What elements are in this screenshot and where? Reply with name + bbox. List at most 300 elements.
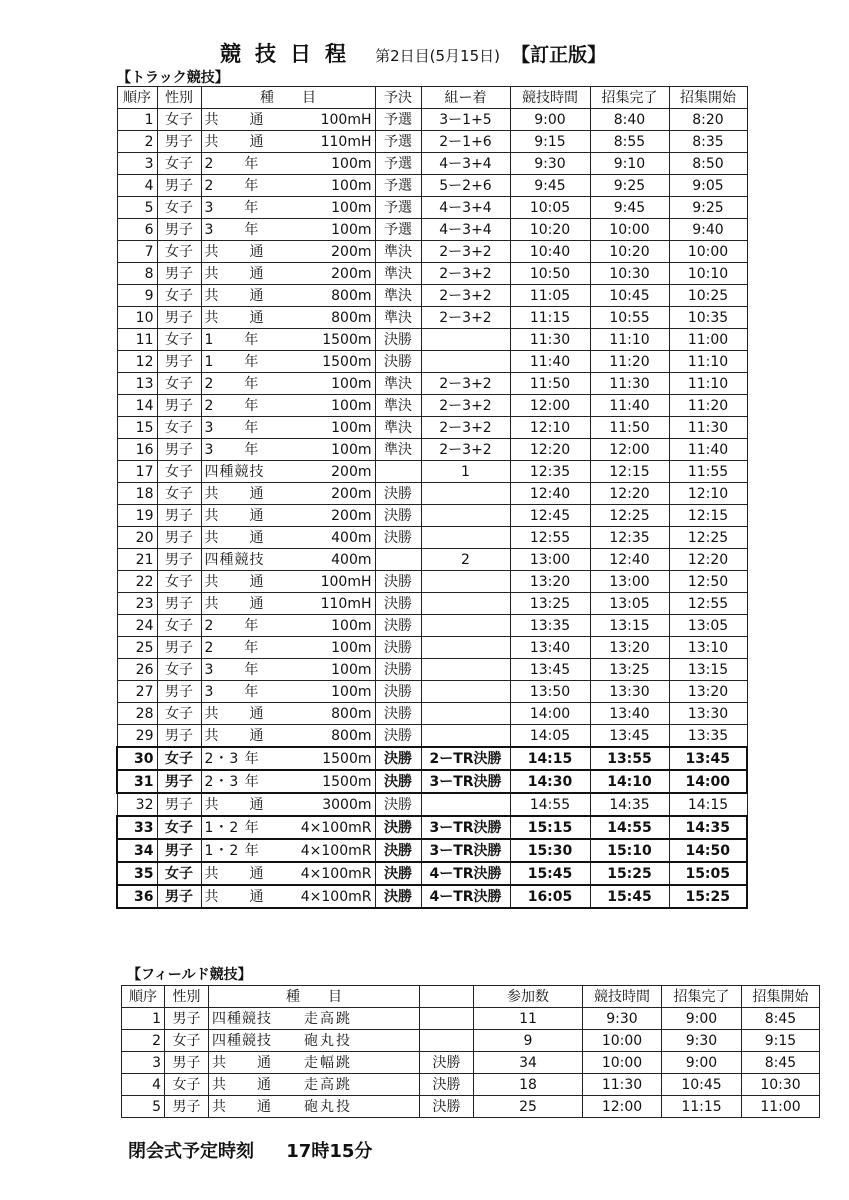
call-start-cell: 12:50: [669, 571, 747, 593]
order-cell: 9: [117, 285, 157, 307]
event-distance: 200m: [331, 265, 372, 282]
order-cell: 31: [117, 770, 157, 793]
event-cell: [209, 1096, 420, 1118]
heat-cell: 2: [421, 549, 510, 571]
call-start-cell: 11:40: [669, 439, 747, 461]
order-cell: 2: [122, 1030, 165, 1052]
call-start-cell: 10:35: [669, 307, 747, 329]
event-distance: 1500m: [322, 331, 372, 348]
round-cell: 決勝: [375, 527, 421, 549]
call-start-cell: 13:10: [669, 637, 747, 659]
round-cell: 決勝: [375, 615, 421, 637]
sex-cell: 男子: [157, 219, 201, 241]
start-time-cell: 10:05: [510, 197, 590, 219]
order-cell: 16: [117, 439, 157, 461]
call-end-cell: 9:10: [590, 153, 669, 175]
call-end-cell: 9:00: [662, 1052, 742, 1074]
start-time-cell: 12:35: [510, 461, 590, 483]
heat-cell: 4ーTR決勝: [421, 885, 510, 908]
sex-cell: 男子: [157, 307, 201, 329]
start-time-cell: 12:00: [583, 1096, 662, 1118]
order-cell: 33: [117, 816, 157, 839]
call-start-cell: 11:20: [669, 395, 747, 417]
event-cell: [201, 793, 375, 816]
round-cell: 決勝: [375, 571, 421, 593]
call-end-cell: 8:55: [590, 131, 669, 153]
event-category: 2 年: [204, 155, 260, 172]
sex-cell: 女子: [157, 241, 201, 263]
round-cell: 決勝: [375, 681, 421, 703]
event-name: 走幅跳: [304, 1054, 352, 1071]
call-start-cell: 14:15: [669, 793, 747, 816]
table-row: [117, 263, 747, 285]
call-end-cell: 12:40: [590, 549, 669, 571]
sex-cell: 男子: [157, 131, 201, 153]
event-name: 砲丸投: [304, 1098, 352, 1115]
header-event: 種 目: [201, 87, 375, 109]
table-header-row: [117, 87, 747, 109]
call-end-cell: 12:35: [590, 527, 669, 549]
heat-cell: [421, 351, 510, 373]
entries-cell: 18: [474, 1074, 583, 1096]
table-header-row: [122, 986, 820, 1008]
call-start-cell: 10:25: [669, 285, 747, 307]
order-cell: 21: [117, 549, 157, 571]
start-time-cell: 14:15: [510, 747, 590, 770]
start-time-cell: 11:05: [510, 285, 590, 307]
event-cell: [201, 505, 375, 527]
event-cell: [201, 747, 375, 770]
call-end-cell: 8:40: [590, 109, 669, 131]
heat-cell: [421, 329, 510, 351]
call-end-cell: 15:10: [590, 839, 669, 862]
call-start-cell: 11:55: [669, 461, 747, 483]
sex-cell: 男子: [157, 885, 201, 908]
document-title: 競技日程: [220, 42, 360, 66]
round-cell: 準決: [375, 439, 421, 461]
field-schedule-table: [121, 985, 820, 1118]
round-cell: 決勝: [375, 747, 421, 770]
event-category: 3 年: [204, 419, 260, 436]
sex-cell: 女子: [157, 703, 201, 725]
event-distance: 400m: [331, 529, 372, 546]
event-distance: 100m: [331, 661, 372, 678]
heat-cell: [421, 681, 510, 703]
heat-cell: 2ー3+2: [421, 263, 510, 285]
event-cell: [209, 1008, 420, 1030]
table-row: [117, 285, 747, 307]
table-row: [117, 109, 747, 131]
order-cell: 3: [122, 1052, 165, 1074]
call-start-cell: 11:10: [669, 351, 747, 373]
call-start-cell: 11:10: [669, 373, 747, 395]
sex-cell: 男子: [157, 637, 201, 659]
call-start-cell: 15:25: [669, 885, 747, 908]
call-end-cell: 10:00: [590, 219, 669, 241]
round-cell: [375, 461, 421, 483]
entries-cell: 9: [474, 1030, 583, 1052]
track-section-label: 【トラック競技】: [117, 70, 229, 86]
call-end-cell: 12:00: [590, 439, 669, 461]
event-distance: 100m: [331, 177, 372, 194]
round-cell: 決勝: [375, 770, 421, 793]
table-row: [122, 1008, 820, 1030]
event-distance: 4×100mR: [300, 865, 372, 882]
table-row: [117, 373, 747, 395]
sex-cell: 女子: [157, 153, 201, 175]
start-time-cell: 15:15: [510, 816, 590, 839]
round-cell: 決勝: [375, 725, 421, 748]
order-cell: 11: [117, 329, 157, 351]
heat-cell: 4ーTR決勝: [421, 862, 510, 885]
sex-cell: 男子: [157, 593, 201, 615]
event-distance: 200m: [331, 463, 372, 480]
order-cell: 18: [117, 483, 157, 505]
order-cell: 5: [117, 197, 157, 219]
event-distance: 110mH: [320, 595, 372, 612]
event-cell: [201, 571, 375, 593]
start-time-cell: 15:45: [510, 862, 590, 885]
event-category: 共 通: [212, 1098, 272, 1115]
table-row: [117, 395, 747, 417]
event-category: 共 通: [204, 485, 265, 502]
start-time-cell: 12:20: [510, 439, 590, 461]
event-cell: [201, 307, 375, 329]
table-row: [122, 1074, 820, 1096]
call-start-cell: 13:05: [669, 615, 747, 637]
table-row: [117, 461, 747, 483]
event-cell: [201, 329, 375, 351]
header-call-end: 招集完了: [590, 87, 669, 109]
event-distance: 3000m: [322, 796, 372, 813]
start-time-cell: 13:35: [510, 615, 590, 637]
event-distance: 800m: [331, 705, 372, 722]
header-call-end: 招集完了: [662, 986, 742, 1008]
start-time-cell: 9:00: [510, 109, 590, 131]
heat-cell: 2ー3+2: [421, 417, 510, 439]
table-row: [122, 1030, 820, 1052]
heat-cell: [421, 725, 510, 748]
entries-cell: 11: [474, 1008, 583, 1030]
event-distance: 100m: [331, 441, 372, 458]
revision-label: 【訂正版】: [511, 44, 607, 66]
sex-cell: 女子: [157, 483, 201, 505]
sex-cell: 女子: [157, 373, 201, 395]
round-cell: 決勝: [375, 885, 421, 908]
event-cell: [209, 1030, 420, 1052]
table-row: [117, 770, 747, 793]
event-distance: 200m: [331, 507, 372, 524]
call-end-cell: 10:20: [590, 241, 669, 263]
round-cell: 予選: [375, 175, 421, 197]
heat-cell: 3ーTR決勝: [421, 816, 510, 839]
event-distance: 800m: [331, 309, 372, 326]
sex-cell: 男子: [157, 395, 201, 417]
sex-cell: 男子: [157, 793, 201, 816]
order-cell: 25: [117, 637, 157, 659]
call-end-cell: 13:20: [590, 637, 669, 659]
order-cell: 19: [117, 505, 157, 527]
table-row: [117, 329, 747, 351]
event-cell: [201, 461, 375, 483]
order-cell: 20: [117, 527, 157, 549]
round-cell: 決勝: [375, 793, 421, 816]
call-start-cell: 12:55: [669, 593, 747, 615]
start-time-cell: 15:30: [510, 839, 590, 862]
sex-cell: 女子: [157, 659, 201, 681]
sex-cell: 男子: [157, 770, 201, 793]
event-cell: [201, 197, 375, 219]
order-cell: 27: [117, 681, 157, 703]
heat-cell: 2ー3+2: [421, 439, 510, 461]
header-sex: 性別: [157, 87, 201, 109]
round-cell: 予選: [375, 219, 421, 241]
round-cell: 決勝: [375, 659, 421, 681]
order-cell: 8: [117, 263, 157, 285]
order-cell: 36: [117, 885, 157, 908]
round-cell: 準決: [375, 307, 421, 329]
call-end-cell: 13:25: [590, 659, 669, 681]
event-distance: 100m: [331, 639, 372, 656]
sex-cell: 女子: [165, 1074, 209, 1096]
order-cell: 13: [117, 373, 157, 395]
event-cell: [201, 263, 375, 285]
start-time-cell: 10:00: [583, 1052, 662, 1074]
event-cell: [201, 483, 375, 505]
call-start-cell: 9:40: [669, 219, 747, 241]
event-category: 3 年: [204, 441, 260, 458]
heat-cell: 5ー2+6: [421, 175, 510, 197]
call-start-cell: 10:30: [742, 1074, 820, 1096]
start-time-cell: 11:30: [510, 329, 590, 351]
event-category: 2 年: [204, 177, 260, 194]
header-order: 順序: [122, 986, 165, 1008]
table-row: [122, 1052, 820, 1074]
heat-cell: 2ー1+6: [421, 131, 510, 153]
call-start-cell: 8:50: [669, 153, 747, 175]
event-distance: 4×100mR: [300, 819, 372, 836]
event-name: 砲丸投: [304, 1032, 352, 1049]
order-cell: 15: [117, 417, 157, 439]
event-distance: 100m: [331, 199, 372, 216]
header-event: 種 目: [209, 986, 420, 1008]
order-cell: 14: [117, 395, 157, 417]
round-cell: [420, 1008, 474, 1030]
start-time-cell: 9:15: [510, 131, 590, 153]
start-time-cell: 13:45: [510, 659, 590, 681]
call-end-cell: 13:55: [590, 747, 669, 770]
table-row: [117, 131, 747, 153]
heat-cell: [421, 527, 510, 549]
table-row: [117, 615, 747, 637]
call-start-cell: 12:10: [669, 483, 747, 505]
event-category: 3 年: [204, 199, 260, 216]
heat-cell: [421, 571, 510, 593]
heat-cell: 3ーTR決勝: [421, 770, 510, 793]
round-cell: 決勝: [420, 1096, 474, 1118]
call-start-cell: 9:15: [742, 1030, 820, 1052]
call-start-cell: 9:05: [669, 175, 747, 197]
order-cell: 29: [117, 725, 157, 748]
round-cell: 準決: [375, 241, 421, 263]
heat-cell: 2ー3+2: [421, 285, 510, 307]
event-category: 2 年: [204, 617, 260, 634]
call-end-cell: 13:40: [590, 703, 669, 725]
round-cell: 決勝: [375, 329, 421, 351]
event-cell: [201, 373, 375, 395]
heat-cell: 2ー3+2: [421, 395, 510, 417]
event-category: 3 年: [204, 221, 260, 238]
call-end-cell: 12:15: [590, 461, 669, 483]
event-category: 1 年: [204, 353, 260, 370]
call-end-cell: 13:15: [590, 615, 669, 637]
sex-cell: 男子: [165, 1052, 209, 1074]
document-title-block: [220, 38, 606, 68]
event-category: 共 通: [204, 287, 265, 304]
round-cell: 予選: [375, 153, 421, 175]
event-cell: [201, 527, 375, 549]
call-end-cell: 13:45: [590, 725, 669, 748]
start-time-cell: 14:30: [510, 770, 590, 793]
heat-cell: 3ー1+5: [421, 109, 510, 131]
order-cell: 22: [117, 571, 157, 593]
call-end-cell: 11:10: [590, 329, 669, 351]
event-category: 共 通: [204, 111, 265, 128]
round-cell: 決勝: [375, 703, 421, 725]
call-start-cell: 9:25: [669, 197, 747, 219]
order-cell: 17: [117, 461, 157, 483]
event-category: 共 通: [204, 133, 265, 150]
table-row: [117, 571, 747, 593]
closing-ceremony-time: 17時15分: [286, 1141, 373, 1162]
table-row: [117, 839, 747, 862]
order-cell: 10: [117, 307, 157, 329]
event-distance: 4×100mR: [300, 842, 372, 859]
round-cell: 準決: [375, 395, 421, 417]
call-start-cell: 13:45: [669, 747, 747, 770]
call-start-cell: 10:00: [669, 241, 747, 263]
round-cell: 決勝: [375, 637, 421, 659]
start-time-cell: 9:45: [510, 175, 590, 197]
call-end-cell: 13:30: [590, 681, 669, 703]
header-call-start: 招集開始: [742, 986, 820, 1008]
event-category: 1・2 年: [204, 842, 260, 859]
event-cell: [201, 816, 375, 839]
start-time-cell: 12:10: [510, 417, 590, 439]
round-cell: 決勝: [375, 862, 421, 885]
start-time-cell: 12:40: [510, 483, 590, 505]
order-cell: 28: [117, 703, 157, 725]
start-time-cell: 12:45: [510, 505, 590, 527]
order-cell: 4: [122, 1074, 165, 1096]
event-category: 四種競技: [212, 1010, 272, 1027]
order-cell: 23: [117, 593, 157, 615]
event-category: 共 通: [204, 705, 265, 722]
round-cell: 予選: [375, 197, 421, 219]
call-end-cell: 12:20: [590, 483, 669, 505]
round-cell: 決勝: [375, 839, 421, 862]
sex-cell: 男子: [157, 527, 201, 549]
event-category: 3 年: [204, 683, 260, 700]
event-cell: [201, 131, 375, 153]
call-start-cell: 11:00: [742, 1096, 820, 1118]
order-cell: 3: [117, 153, 157, 175]
call-end-cell: 9:00: [662, 1008, 742, 1030]
event-category: 1 年: [204, 331, 260, 348]
event-distance: 100mH: [320, 573, 372, 590]
call-end-cell: 10:55: [590, 307, 669, 329]
start-time-cell: 14:05: [510, 725, 590, 748]
call-start-cell: 13:20: [669, 681, 747, 703]
track-schedule-table: [116, 86, 748, 909]
entries-cell: 34: [474, 1052, 583, 1074]
table-row: [117, 307, 747, 329]
call-end-cell: 13:05: [590, 593, 669, 615]
event-category: 共 通: [204, 309, 265, 326]
start-time-cell: 13:20: [510, 571, 590, 593]
sex-cell: 女子: [157, 862, 201, 885]
call-end-cell: 11:30: [590, 373, 669, 395]
order-cell: 30: [117, 747, 157, 770]
call-end-cell: 9:45: [590, 197, 669, 219]
table-row: [117, 681, 747, 703]
event-category: 2・3 年: [204, 773, 260, 790]
event-cell: [201, 351, 375, 373]
order-cell: 4: [117, 175, 157, 197]
table-row: [117, 417, 747, 439]
call-start-cell: 12:20: [669, 549, 747, 571]
event-category: 四種競技: [204, 463, 265, 480]
track-table-body: [117, 109, 747, 909]
start-time-cell: 11:15: [510, 307, 590, 329]
event-distance: 100m: [331, 375, 372, 392]
call-end-cell: 11:20: [590, 351, 669, 373]
table-row: [117, 241, 747, 263]
order-cell: 32: [117, 793, 157, 816]
event-cell: [201, 417, 375, 439]
call-end-cell: 15:25: [590, 862, 669, 885]
start-time-cell: 10:50: [510, 263, 590, 285]
call-start-cell: 8:20: [669, 109, 747, 131]
event-category: 共 通: [204, 865, 265, 882]
heat-cell: [421, 659, 510, 681]
event-distance: 800m: [331, 727, 372, 744]
heat-cell: [421, 593, 510, 615]
round-cell: 決勝: [375, 816, 421, 839]
sex-cell: 男子: [157, 263, 201, 285]
call-end-cell: 10:45: [590, 285, 669, 307]
start-time-cell: 12:55: [510, 527, 590, 549]
table-row: [117, 725, 747, 748]
heat-cell: 4ー3+4: [421, 153, 510, 175]
event-category: 2・3 年: [204, 750, 260, 767]
event-category: 2 年: [204, 375, 260, 392]
event-cell: [201, 241, 375, 263]
event-category: 共 通: [204, 595, 265, 612]
round-cell: [375, 549, 421, 571]
event-distance: 400m: [331, 551, 372, 568]
order-cell: 24: [117, 615, 157, 637]
order-cell: 12: [117, 351, 157, 373]
event-distance: 1500m: [322, 773, 372, 790]
event-distance: 800m: [331, 287, 372, 304]
round-cell: 予選: [375, 131, 421, 153]
event-distance: 4×100mR: [300, 888, 372, 905]
event-cell: [201, 659, 375, 681]
event-category: 2 年: [204, 639, 260, 656]
call-start-cell: 8:45: [742, 1008, 820, 1030]
event-category: 共 通: [204, 888, 265, 905]
